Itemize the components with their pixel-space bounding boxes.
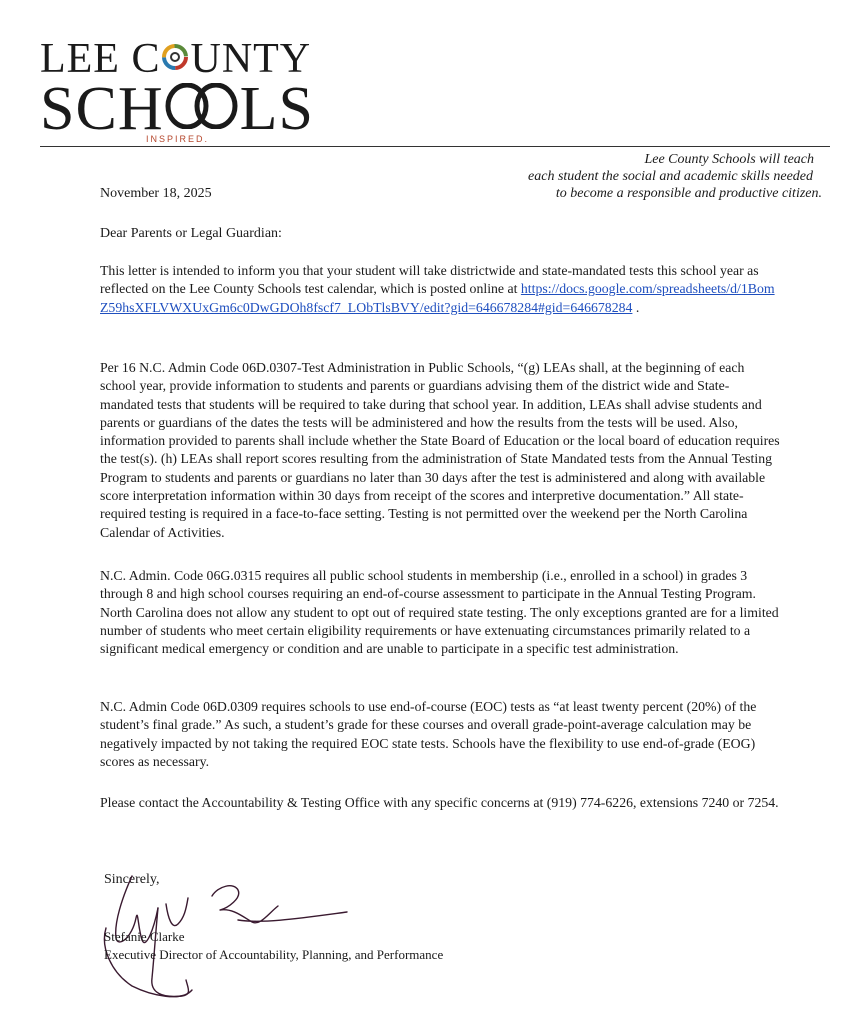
logo-text-sch: SCH — [40, 75, 164, 143]
letter-closing: Sincerely, — [104, 872, 160, 887]
signer-title: Executive Director of Accountability, Planning, and Performance — [104, 947, 444, 962]
paragraph-contact: Please contact the Accountability & Testing Office with any specific concerns at (919) 774-6226, extensions 7240 or 7254. — [100, 795, 779, 810]
logo-text-ls: LS — [239, 75, 314, 143]
motto-line-3: to become a responsible and productive citizen. — [555, 186, 822, 201]
paragraph-admin-code-06d0307: Per 16 N.C. Admin Code 06D.0307-Test Administration in Public Schools, “(g) LEAs shall, at the beginning of each school year, provide information to students and parents or guardians advising them of the district wide and State-mandated tests that students will be required to take during that school year. In addition, LEAs shall advise students and parents or guardians of the dates the tests will be administered and how the results from the tests will be used. Also, information provided to parents shall include whether the State Board of Education or the local board of education requires the test(s). (h) LEAs shall report scores resulting from the administration of State Mandated tests from the Annual Testing Program to students and parents or guardians no later than 30 days after the test is administered and along with available score interpretation information within 30 days from receipt of the scores and interpretive documentation.” All state-required testing is required in a face-to-face setting. Testing is not permitted over the weekend per the North Carolina Calendar of Activities. — [100, 360, 780, 540]
paragraph-admin-code-06d0309: N.C. Admin Code 06D.0309 requires schools to use end-of-course (EOC) tests as “at least twenty percent (20%) of the student’s final grade.” As such, a student’s grade for these courses and overall grade-point-average calculation may be negatively impacted by not taking the required EOC state tests. Schools have the flexibility to use end-of-grade (EOG) scores as necessary. — [100, 699, 757, 769]
header-rule — [40, 146, 830, 147]
paragraph-1-text: This letter is intended to inform you that your student will take districtwide and state-mandated tests this school year as reflected on the Lee County Schools test calendar, which is posted online at — [100, 263, 759, 297]
logo-line-lee-county — [40, 38, 311, 80]
logo-text-lee-c: LEE C — [40, 36, 161, 82]
paragraph-test-calendar — [100, 262, 780, 317]
letter-date: November 18, 2025 — [100, 186, 212, 201]
test-calendar-link[interactable]: https://docs.google.com/spreadsheets/d/1BomZ59hsXFLVWXUxGm6c0DwGDOh8fscf7_LObTlsBVY/edit?gid=646678284#gid=646678284 — [100, 281, 775, 315]
district-logo — [40, 38, 330, 148]
letter-salutation: Dear Parents or Legal Guardian: — [100, 226, 282, 241]
motto-line-1: Lee County Schools will teach — [644, 152, 814, 167]
paragraph-1-end: . — [632, 299, 640, 315]
motto-line-2: each student the social and academic skills needed — [528, 169, 813, 184]
logo-text-unty: UNTY — [190, 36, 312, 82]
logo-rings-icon — [160, 42, 190, 72]
logo-double-o-icon — [164, 83, 240, 129]
district-motto — [402, 151, 822, 202]
logo-tagline: INSPIRED. — [146, 134, 210, 144]
signer-name: Stefanie Clarke — [104, 929, 185, 944]
logo-line-schools — [40, 75, 314, 143]
paragraph-admin-code-06g0315: N.C. Admin. Code 06G.0315 requires all public school students in membership (i.e., enrolled in a school) in grades 3 through 8 and high school courses requiring an end-of-course assessment to participate in the Annual Testing Program. North Carolina does not allow any student to opt out of required state testing. The only exceptions granted are for a limited number of students who meet certain eligibility requirements or have extenuating circumstances primarily related to a significant medical emergency or condition and are unable to participate in a specific test administration. — [100, 568, 779, 657]
